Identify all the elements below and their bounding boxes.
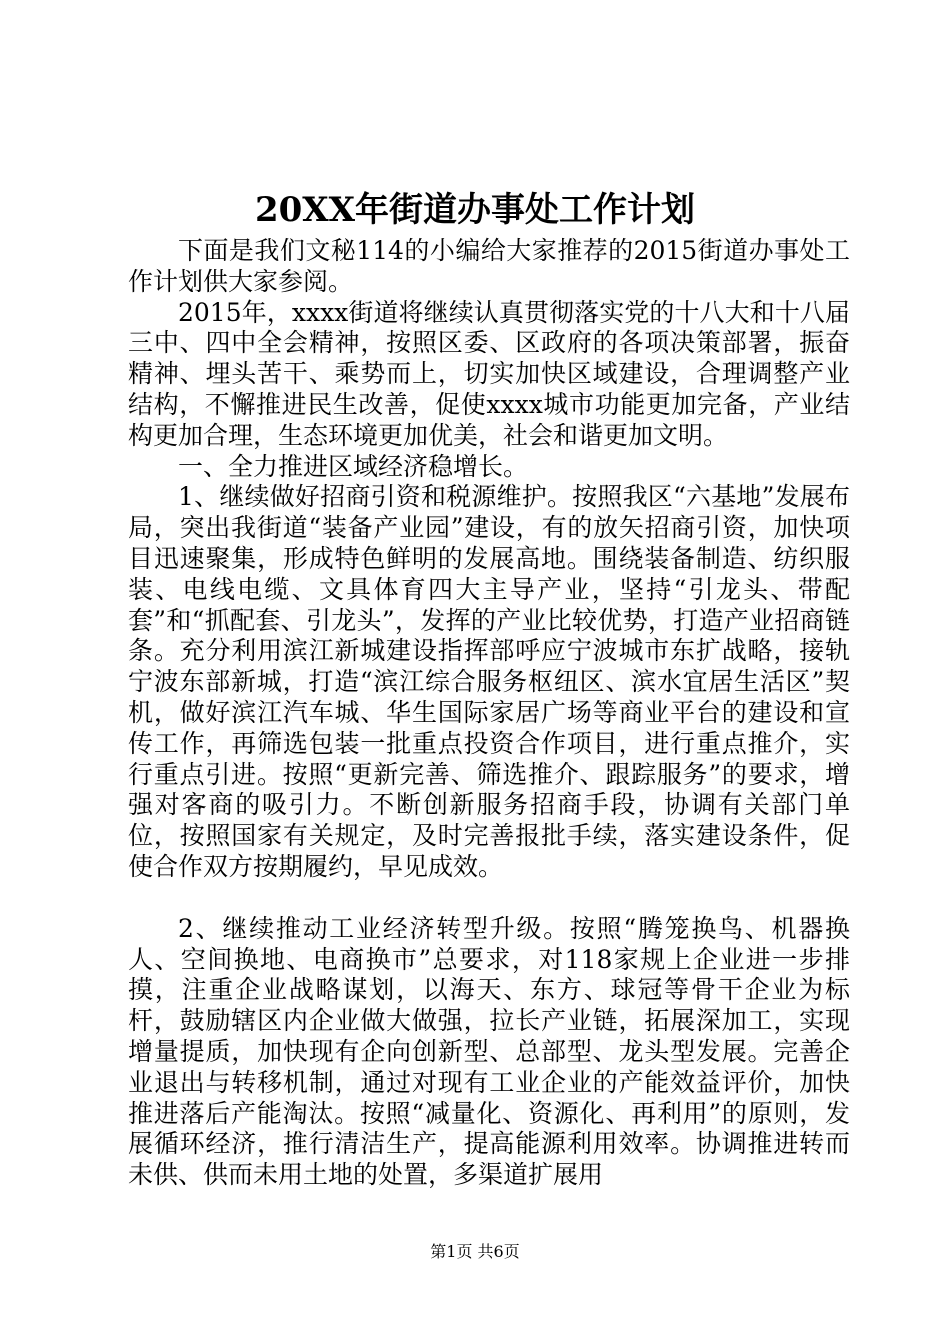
item-2-paragraph: 2、继续推动工业经济转型升级。按照“腾笼换鸟、机器换人、空间换地、电商换市”总要求，对118家规上企业进一步排摸，注重企业战略谋划，以海天、东方、球冠等骨干企业为标杆，鼓励辖区内企业做大做强，拉长产业链，拓展深加工，实现增量提质，加快现有企向创新型、总部型、龙头型发展。完善企业退出与转移机制，通过对现有工业企业的产能效益评价，加快推进落后产能淘汰。按照“减量化、资源化、再利用”的原则，发展循环经济，推行清洁生产，提高能源利用效率。协调推进转而未供、供而未用土地的处置，多渠道扩展用: [128, 913, 850, 1190]
intro-paragraph: 下面是我们文秘114的小编给大家推荐的2015街道办事处工作计划供大家参阅。: [128, 236, 850, 296]
item-1-paragraph: 1、继续做好招商引资和税源维护。按照我区“六基地”发展布局，突出我街道“装备产业园”建设，有的放矢招商引资，加快项目迅速聚集，形成特色鲜明的发展高地。围绕装备制造、纺织服装、电线电缆、文具体育四大主导产业，坚持“引龙头、带配套”和“抓配套、引龙头”，发挥的产业比较优势，打造产业招商链条。充分利用滨江新城建设指挥部呼应宁波城市东扩战略，接轨宁波东部新城，打造“滨江综合服务枢纽区、滨水宜居生活区”契机，做好滨江汽车城、华生国际家居广场等商业平台的建设和宣传工作，再筛选包装一批重点投资合作项目，进行重点推介，实行重点引进。按照“更新完善、筛选推介、跟踪服务”的要求，增强对客商的吸引力。不断创新服务招商手段，协调有关部门单位，按照国家有关规定，及时完善报批手续，落实建设条件，促使合作双方按期履约，早见成效。: [128, 482, 850, 881]
overview-paragraph: 2015年，xxxx街道将继续认真贯彻落实党的十八大和十八届三中、四中全会精神，按照区委、区政府的各项决策部署，振奋精神、埋头苦干、乘势而上，切实加快区域建设，合理调整产业结构，不懈推进民生改善，促使xxxx城市功能更加完备，产业结构更加合理，生态环境更加优美，社会和谐更加文明。: [128, 297, 850, 450]
section-heading-1: 一、全力推进区域经济稳增长。: [178, 451, 529, 481]
page-footer: 第1页 共6页: [430, 1242, 520, 1261]
document-title: 20XX年街道办事处工作计划: [254, 190, 696, 230]
document-body: [128, 236, 850, 1191]
